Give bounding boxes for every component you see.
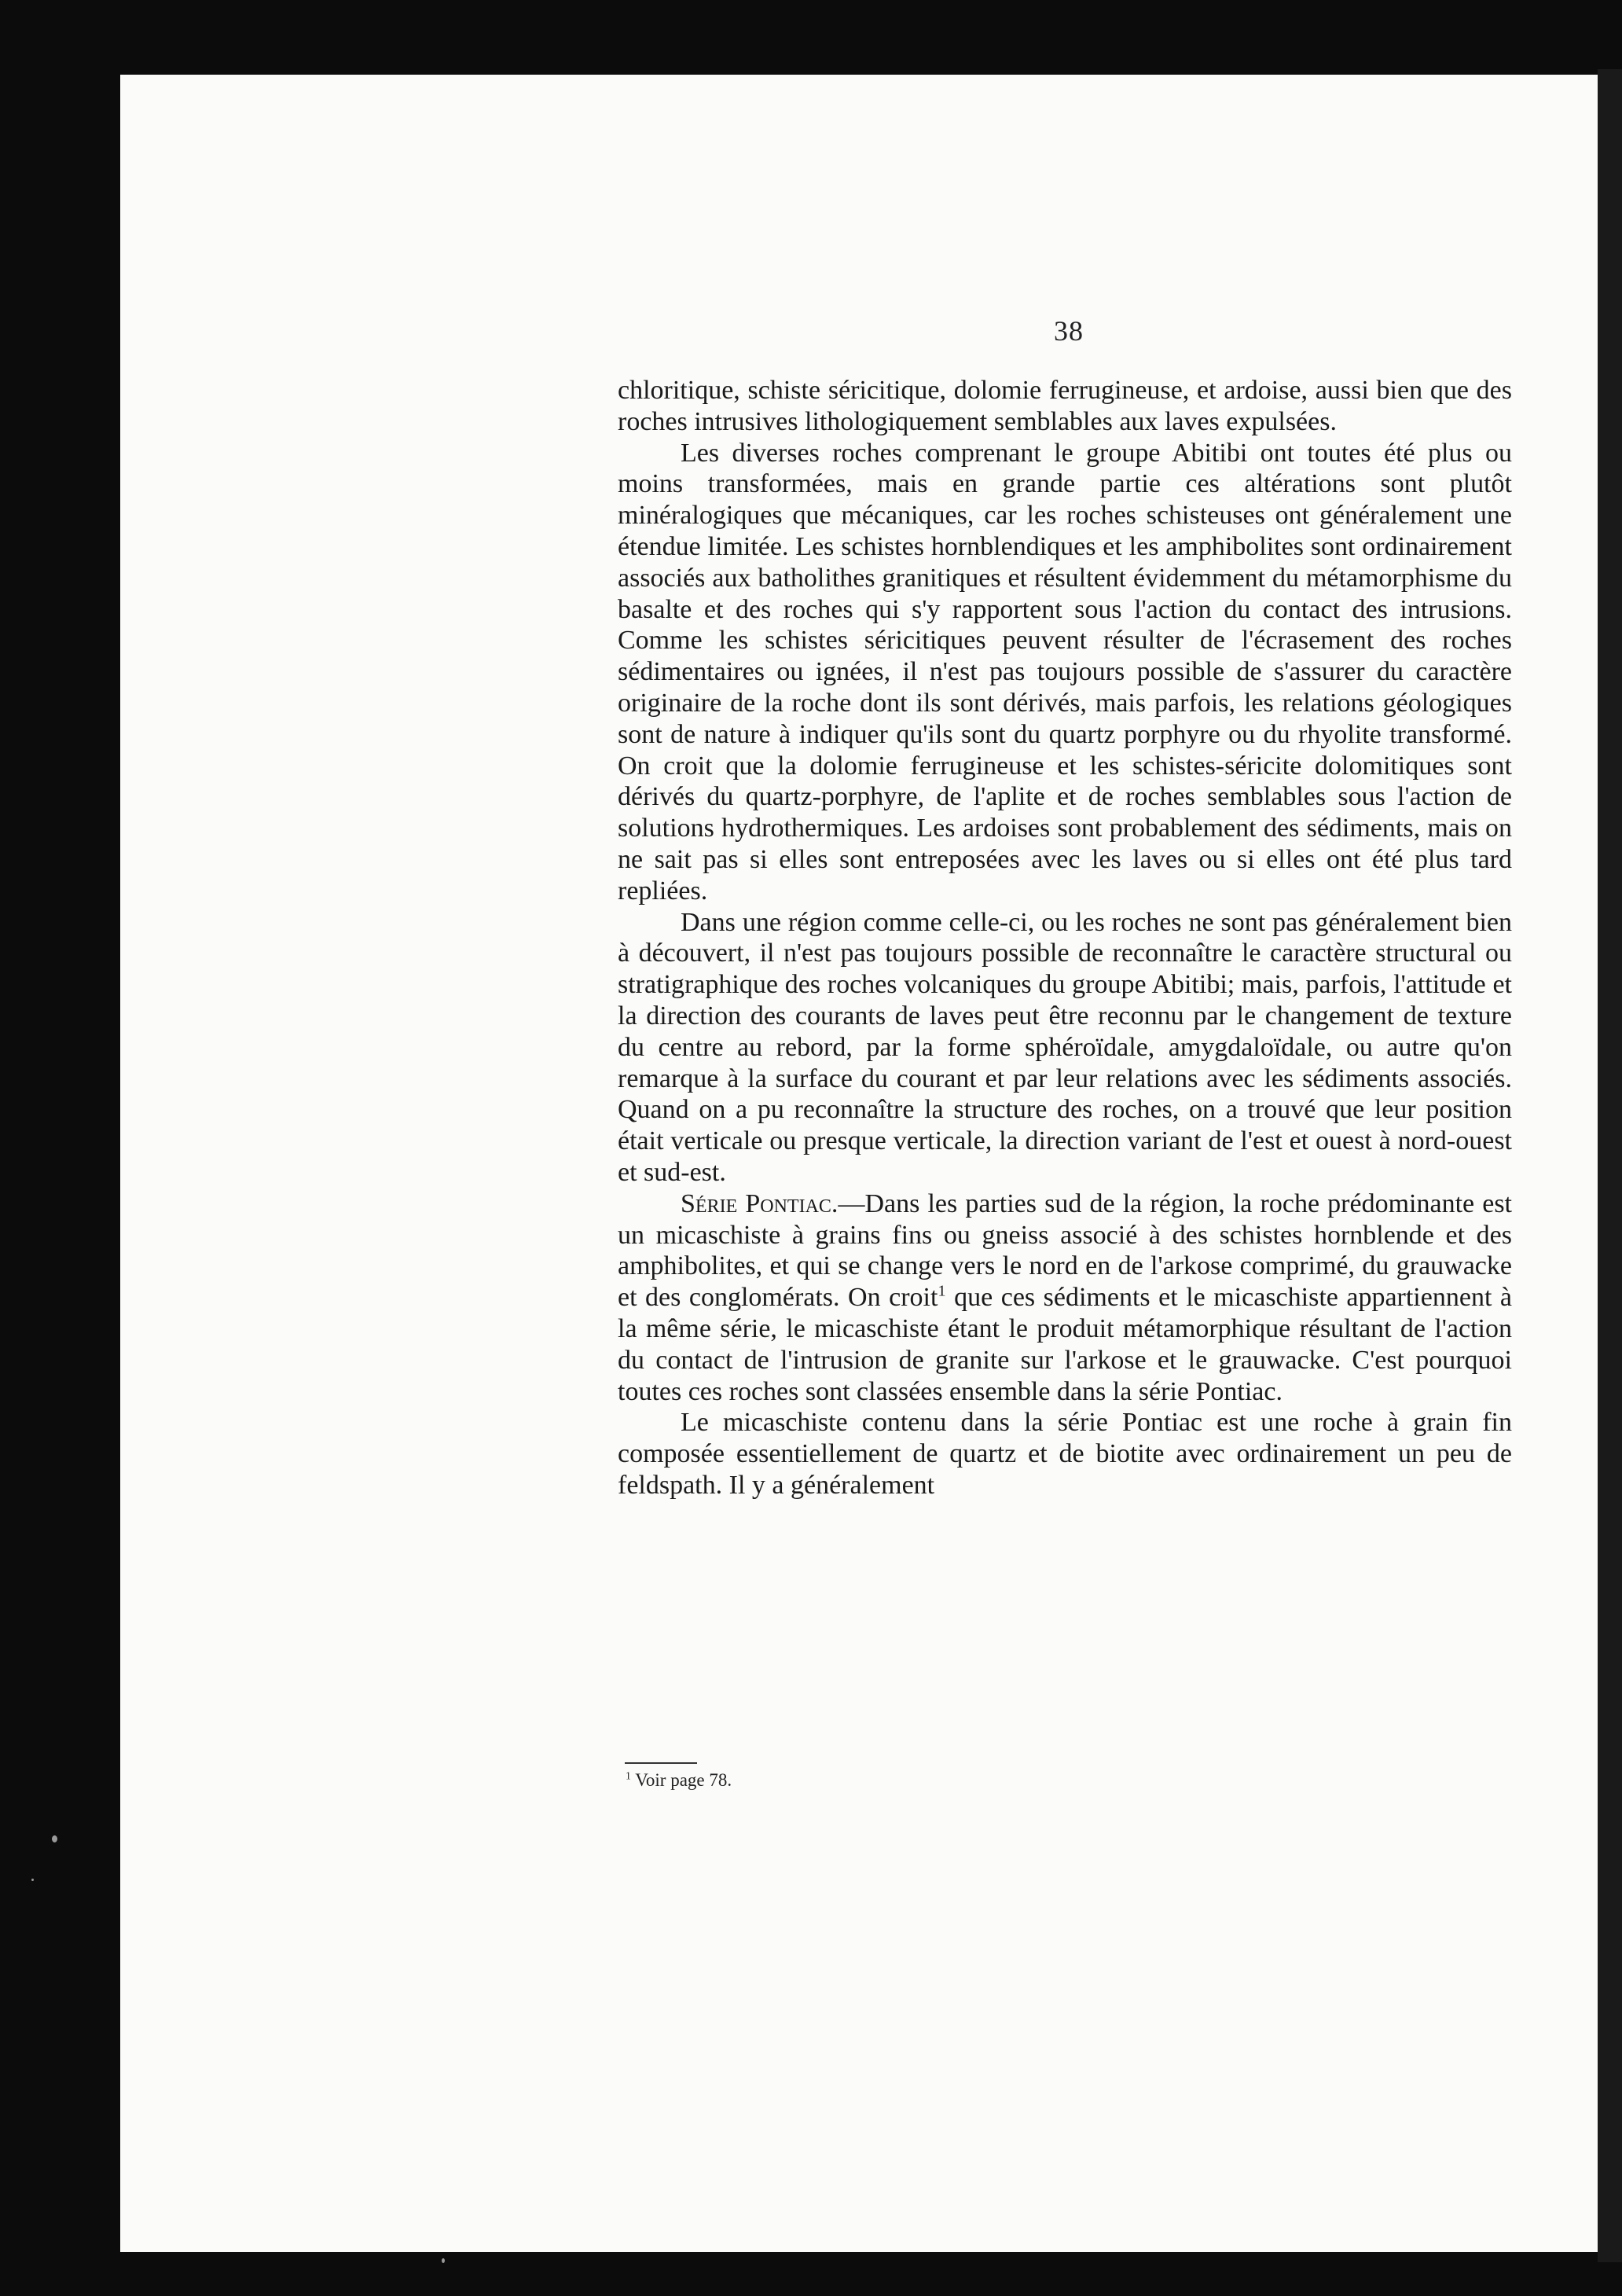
paragraph-3: Dans une région comme celle-ci, ou les roches ne sont pas généralement bien à découvert, il n'est pas toujours possible de reconnaître le caractère structural ou stratigraphique des roches volcaniques du groupe Abitibi; mais, parfois, l'attitude et la direction des courants de laves peut être reconnu par le changement de texture du centre au rebord, par la forme sphéroïdale, amygdaloïdale, ou autre qu'on remarque à la surface du courant et par leur relations avec les sédiments associés. Quand on a pu reconnaître la structure des roches, on a trouvé que leur position était verticale ou presque verticale, la direction variant de l'est et ouest à nord-ouest et sud-est. — [618, 907, 1512, 1187]
paragraph-1: chloritique, schiste séricitique, dolomie ferrugineuse, et ardoise, aussi bien que des roches intrusives lithologiquement semblables aux laves expulsées. — [618, 376, 1512, 436]
paragraph-4-text-b: que ces sédiments et le micaschiste appartiennent à la même série, le micaschiste étant le produit métamorphique résultant de l'action du contact de l'intrusion de granite sur l'arkose et le grauwacke. C'est pourquoi toutes ces roches sont classées ensemble dans la série Pontiac. — [618, 1283, 1512, 1406]
footnote — [626, 1770, 732, 1791]
paragraph-5: Le micaschiste contenu dans la série Pontiac est une roche à grain fin composée essentiellement de quartz et de biotite avec ordinairement un peu de feldspath. Il y a généralement — [618, 1408, 1512, 1500]
scan-edge-strip — [1598, 69, 1622, 2262]
paragraph-2: Les diverses roches comprenant le groupe Abitibi ont toutes été plus ou moins transformées, mais en grande partie ces altérations sont plutôt minéralogiques que mécaniques, car les roches schisteuses ont généralement une étendue limitée. Les schistes hornblendiques et les amphibolites sont ordinairement associés aux batholithes granitiques et résultent évidemment du métamorphisme du basalte et des roches qui s'y rapportent sous l'action du contact des intrusions. Comme les schistes séricitiques peuvent résulter de l'écrasement des roches sédimentaires ou ignées, il n'est pas toujours possible de s'assurer du caractère originaire de la roche dont ils sont dérivés, mais parfois, les relations géologiques sont de nature à indiquer qu'ils sont du quartz porphyre ou du rhyolite transformé. On croit que la dolomie ferrugineuse et les schistes-séricite dolomitiques sont dérivés du quartz-porphyre, de l'aplite et de roches semblables sous l'action de solutions hydrothermiques. Les ardoises sont probablement des sédiments, mais on ne sait pas si elles sont entreposées avec les laves ou si elles ont été plus tard repliées. — [618, 438, 1512, 906]
paragraph-4-text-a: —Dans les parties sud de la région, la roche prédominante est un micaschiste à grains fins ou gneiss associé à des schistes hornblende et des amphibolites, et qui se change vers le nord en de l'arkose comprimé, du grauwacke et des conglomérats. On croit — [618, 1188, 1513, 1313]
paragraph-4 — [618, 1188, 1512, 1408]
footnote-mark: 1 — [626, 1769, 631, 1782]
page-number: 38 — [1054, 315, 1084, 347]
scan-speck — [442, 2258, 445, 2263]
footnote-text: Voir page 78. — [635, 1770, 732, 1790]
footnote-rule — [625, 1762, 697, 1764]
scan-speck — [52, 1835, 57, 1842]
scan-speck — [31, 1879, 34, 1881]
footnote-reference: 1 — [938, 1282, 946, 1300]
section-heading-pontiac: Série Pontiac. — [681, 1188, 839, 1218]
body-text — [618, 375, 1512, 1501]
